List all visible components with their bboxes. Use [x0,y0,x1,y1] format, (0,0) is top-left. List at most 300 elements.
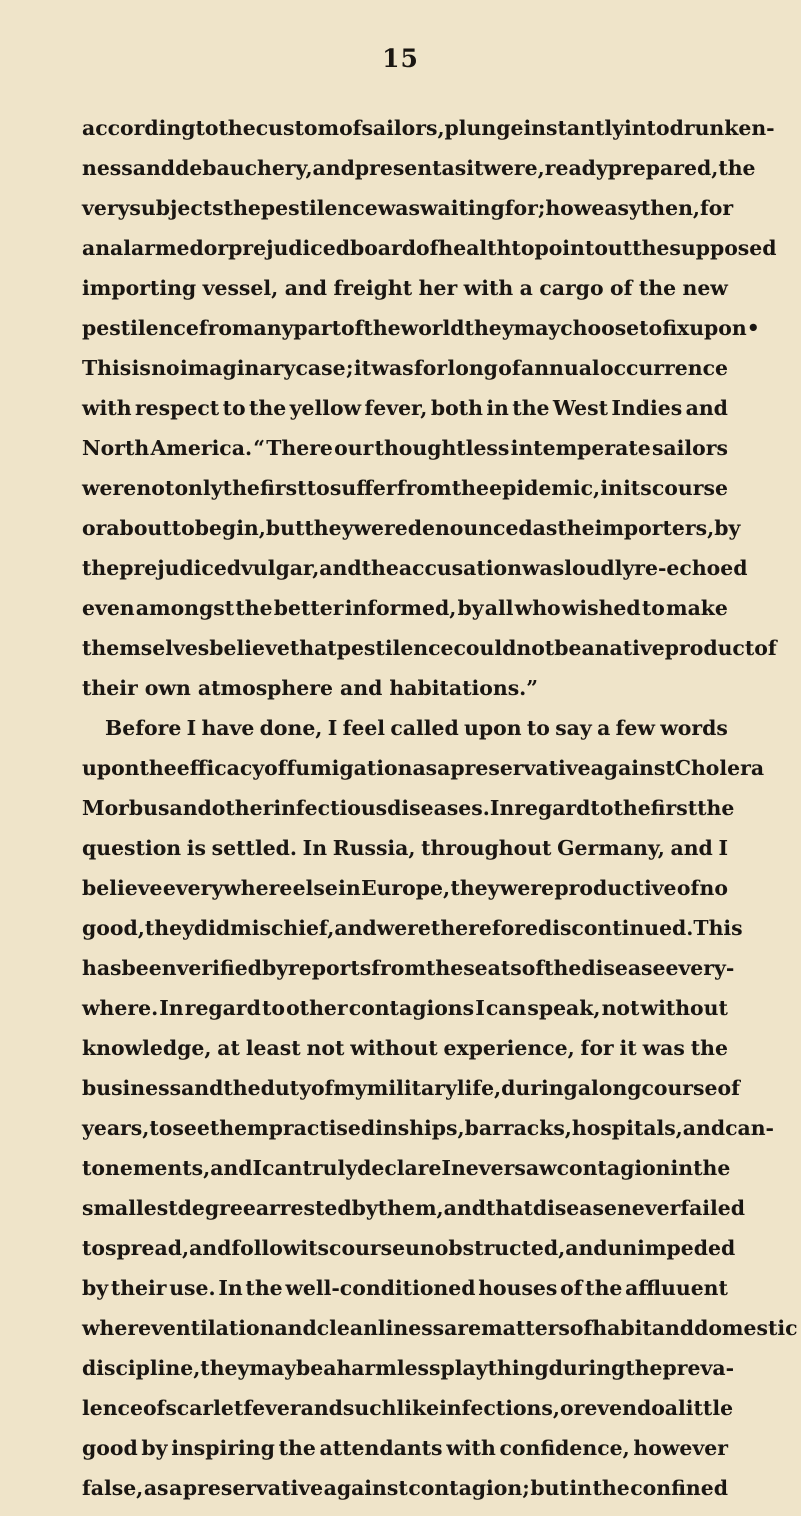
word: for [414,356,448,380]
word: contagion [556,1156,671,1180]
word: the [223,1076,261,1100]
word: smallest [82,1196,178,1220]
word: In [218,1276,243,1300]
word: practised [268,1116,376,1140]
word: of [341,316,364,340]
word: else [292,876,338,900]
word: may [513,316,561,340]
word: cargo [539,276,604,300]
word: preva- [662,1356,735,1380]
word: pestilence [336,636,454,660]
word: In [489,796,515,820]
word: who [514,596,561,620]
word: by [351,1196,378,1220]
word: of [610,276,633,300]
word: against [590,756,675,780]
word: the [278,1436,316,1460]
word: pestilence [260,196,378,220]
word: the [249,396,287,420]
word: debauchery, [175,156,313,180]
word: fumigation [286,756,413,780]
word: the [718,156,756,180]
word: from [371,956,426,980]
word: against [323,1476,408,1500]
word: to [261,996,285,1020]
text-line [82,1196,746,1236]
word: domestic [694,1316,798,1340]
text-line [82,1476,728,1516]
word: the [451,476,489,500]
word: and [443,1196,486,1220]
word: to [149,1116,173,1140]
word: like [396,1396,440,1420]
text-line [82,636,777,676]
word: disease [581,956,666,980]
word: board [349,236,417,260]
word: according [82,116,196,140]
word: it [619,1036,637,1060]
word: wished [561,596,641,620]
word: is [131,356,151,380]
word: were [353,516,408,540]
word: good, [82,916,145,940]
word: present [354,156,442,180]
word: little [678,1396,734,1420]
word: choose [560,316,640,340]
word: of [754,636,777,660]
word: words [660,716,728,740]
word: unimpeded [607,1236,736,1260]
word: to [222,396,246,420]
word: they [200,1356,250,1380]
word: seats [463,956,522,980]
word: loudly [564,556,635,580]
text-line [82,756,765,796]
word: my [333,1076,367,1100]
word: a [597,716,611,740]
text-line [82,1396,734,1436]
word: can [262,1156,303,1180]
word: speak, [527,996,601,1020]
word: a [664,1396,679,1420]
word: the [693,1156,731,1180]
word: plunge [444,116,524,140]
word: was [521,556,565,580]
word: begin, [194,516,266,540]
text-line [82,116,775,156]
word: new [682,276,728,300]
word: not [516,636,555,660]
word: tonements, [82,1156,211,1180]
word: sailors, [361,116,445,140]
word: or [203,236,229,260]
word: to [526,716,550,740]
word: that [289,636,337,660]
word: experience, [443,1036,575,1060]
word: respect [134,396,220,420]
word: for [504,196,538,220]
word: at [217,1036,240,1060]
word: regard [184,996,261,1020]
word: There [266,436,333,460]
word: truly [302,1156,358,1180]
word: importers, [594,516,715,540]
text-line [82,956,735,996]
word: very [82,196,130,220]
word: other [211,796,274,820]
text-line [82,1036,728,1076]
word: scarlet [165,1396,244,1420]
word: about [106,516,172,540]
word: its [300,1236,330,1260]
text-line [82,1316,798,1356]
word: part [293,316,342,340]
word: were [376,916,431,940]
word: North [82,436,150,460]
word: regard [514,796,591,820]
word: without [640,996,728,1020]
word: make [666,596,728,620]
word: even [584,1396,637,1420]
word: alarmed [110,236,204,260]
text-line [82,236,777,276]
word: health [438,236,512,260]
word: can [485,996,527,1020]
word: could [453,636,517,660]
word: freight [333,276,413,300]
word: supposed [669,236,777,260]
word: therefore [430,916,538,940]
word: affluuent [625,1276,728,1300]
word: to [590,796,614,820]
word: feel [342,716,386,740]
word: Germany, [557,836,665,860]
word: occurrence [600,356,728,380]
word: may [249,1356,297,1380]
word: they [450,876,500,900]
word: long [591,1076,642,1100]
word: spread, [105,1236,190,1260]
word: a [519,276,533,300]
word: false, [82,1476,144,1500]
word: themselves [82,636,210,660]
word: and [682,1116,726,1140]
word: but [530,1476,569,1500]
word: hospitals, [571,1116,683,1140]
word: mischief, [230,916,335,940]
text-line [82,316,760,356]
text-line [82,1356,735,1396]
text-line [82,476,728,516]
word: This [82,356,132,380]
word: Cholera [674,756,765,780]
word: plaything [440,1356,549,1380]
word: not [601,996,640,1020]
word: Morbus [82,796,170,820]
word: to [641,596,665,620]
text-line [82,876,728,916]
word: every- [665,956,735,980]
word: amongst [135,596,235,620]
word: long [447,356,498,380]
word: suffer [329,476,397,500]
word: and [189,1236,232,1260]
word: was [371,356,414,380]
word: “ [253,436,265,460]
word: the [361,556,399,580]
text-line [82,516,741,556]
text-line [82,396,728,436]
word: lence [82,1396,143,1420]
text-line [82,996,728,1036]
word: of [339,116,362,140]
word: upon• [689,316,760,340]
word: ness [82,156,133,180]
word: any [253,316,294,340]
text-line [82,1156,731,1196]
word: by [261,956,289,980]
word: them, [377,1196,444,1220]
word: only [174,476,223,500]
word: both [430,396,483,420]
word: well-conditioned [285,1276,476,1300]
word: the [613,796,651,820]
word: Indies [611,396,683,420]
word: no [151,356,180,380]
word: was [377,196,420,220]
word: everywhere [162,876,293,900]
word: as [412,756,438,780]
word: use. [169,1276,216,1300]
word: ; [345,356,354,380]
word: the [223,196,261,220]
word: a [581,636,595,660]
word: they [304,516,354,540]
word: I [327,716,338,740]
word: I [441,1156,451,1180]
word: first [650,796,698,820]
word: it [466,156,484,180]
word: a [577,1076,592,1100]
word: believe [82,876,163,900]
word: has [82,956,122,980]
word: they [464,316,514,340]
word: better [273,596,344,620]
word: declare [357,1156,442,1180]
text-line [82,596,728,636]
word: the [697,796,735,820]
text-line [82,1116,774,1156]
word: done, [259,716,323,740]
word: say [555,716,592,740]
word: no [699,876,728,900]
word: however [633,1436,728,1460]
word: and [685,396,728,420]
word: epidemic, [489,476,601,500]
word: the [557,516,595,540]
word: do [636,1396,665,1420]
word: as [143,1476,169,1500]
word: or [82,516,107,540]
word: easy [591,196,641,220]
word: the [245,1276,283,1300]
word: pestilence [82,316,199,340]
word: then, [640,196,701,220]
word: prejudiced [228,236,350,260]
word: annual [521,356,600,380]
word: of [676,876,700,900]
word: as [532,516,558,540]
word: or [559,1396,585,1420]
word: their [110,1276,167,1300]
word: fever, [364,396,428,420]
word: and [334,916,377,940]
word: upon [82,756,140,780]
word: informed, [344,596,457,620]
word: duty [260,1076,311,1100]
word: where. [82,996,159,1020]
word: and [565,1236,608,1260]
word: infections, [439,1396,560,1420]
word: attendants [319,1436,443,1460]
word: cleanliness [316,1316,445,1340]
word: confined [630,1476,728,1500]
word: by [457,596,484,620]
word: as [441,156,467,180]
word: the [363,316,401,340]
word: instantly [523,116,624,140]
word: out [594,236,633,260]
word: preservative [450,756,591,780]
word: I [718,836,728,860]
word: were, [483,156,545,180]
word: upon [464,716,522,740]
word: by [82,1276,109,1300]
word: the [235,596,273,620]
word: the [638,276,677,300]
word: to [195,116,219,140]
word: them [209,1116,269,1140]
word: custom [255,116,340,140]
word: point [534,236,595,260]
word: few [615,716,655,740]
word: to [639,316,663,340]
word: I [252,1156,263,1180]
word: and [274,1316,317,1340]
word: of [560,1276,583,1300]
word: of [264,756,287,780]
word: military [366,1076,457,1100]
word: been [121,956,177,980]
word: to [306,476,330,500]
word: vulgar, [241,556,320,580]
word: verified [176,956,262,980]
word: I [475,996,485,1020]
text-line [82,156,756,196]
word: and [132,156,176,180]
word: in [600,476,623,500]
word: in [375,1116,398,1140]
word: settled. [211,836,298,860]
word: for [580,1036,614,1060]
word: discipline, [82,1356,201,1380]
text-line [82,556,748,596]
word: degree [177,1196,256,1220]
word: diseases. [387,796,490,820]
word: can- [725,1116,774,1140]
word: follow [231,1236,301,1260]
word: Europe, [361,876,451,900]
word: a [323,1356,337,1380]
word: with [82,396,132,420]
word: was [642,1036,685,1060]
word: be [296,1356,324,1380]
word: but [265,516,305,540]
word: throughout [421,836,552,860]
word: failed [680,1196,746,1220]
word: accusation [398,556,522,580]
word: drunken- [669,116,775,140]
word: the [592,1476,630,1500]
word: world [400,316,465,340]
word: habit [592,1316,652,1340]
word: are [444,1316,482,1340]
word: imaginary [179,356,296,380]
word: were [82,476,137,500]
word: course [651,476,728,500]
word: first [260,476,307,500]
word: have [201,716,255,740]
word: for [700,196,734,220]
word: the [218,116,256,140]
word: with [446,1436,496,1460]
word: of [569,1316,593,1340]
word: an [82,236,111,260]
word: such [342,1396,397,1420]
text-line [82,836,728,876]
word: Russia, [332,836,416,860]
word: prepared, [607,156,719,180]
word: course [641,1076,718,1100]
word: of [498,356,521,380]
word: with [463,276,514,300]
word: see [172,1116,210,1140]
text-line [82,716,728,756]
word: during [548,1356,626,1380]
word: from [198,316,254,340]
word: to [82,1236,106,1260]
word: intemperate [510,436,651,460]
word: saw [514,1156,557,1180]
word: without [350,1036,438,1060]
word: matters [481,1316,570,1340]
word: be [554,636,582,660]
word: case [295,356,346,380]
word: the [585,1276,623,1300]
word: during [501,1076,578,1100]
word: did [193,916,231,940]
word: course [329,1236,406,1260]
word: believe [209,636,290,660]
word: unobstructed, [405,1236,566,1260]
word: other [286,996,348,1020]
word: and [651,1316,695,1340]
word: infectious [273,796,388,820]
word: importing [82,276,197,300]
text-line [82,1276,728,1316]
word: denounced [407,516,533,540]
word: knowledge, [82,1036,212,1060]
